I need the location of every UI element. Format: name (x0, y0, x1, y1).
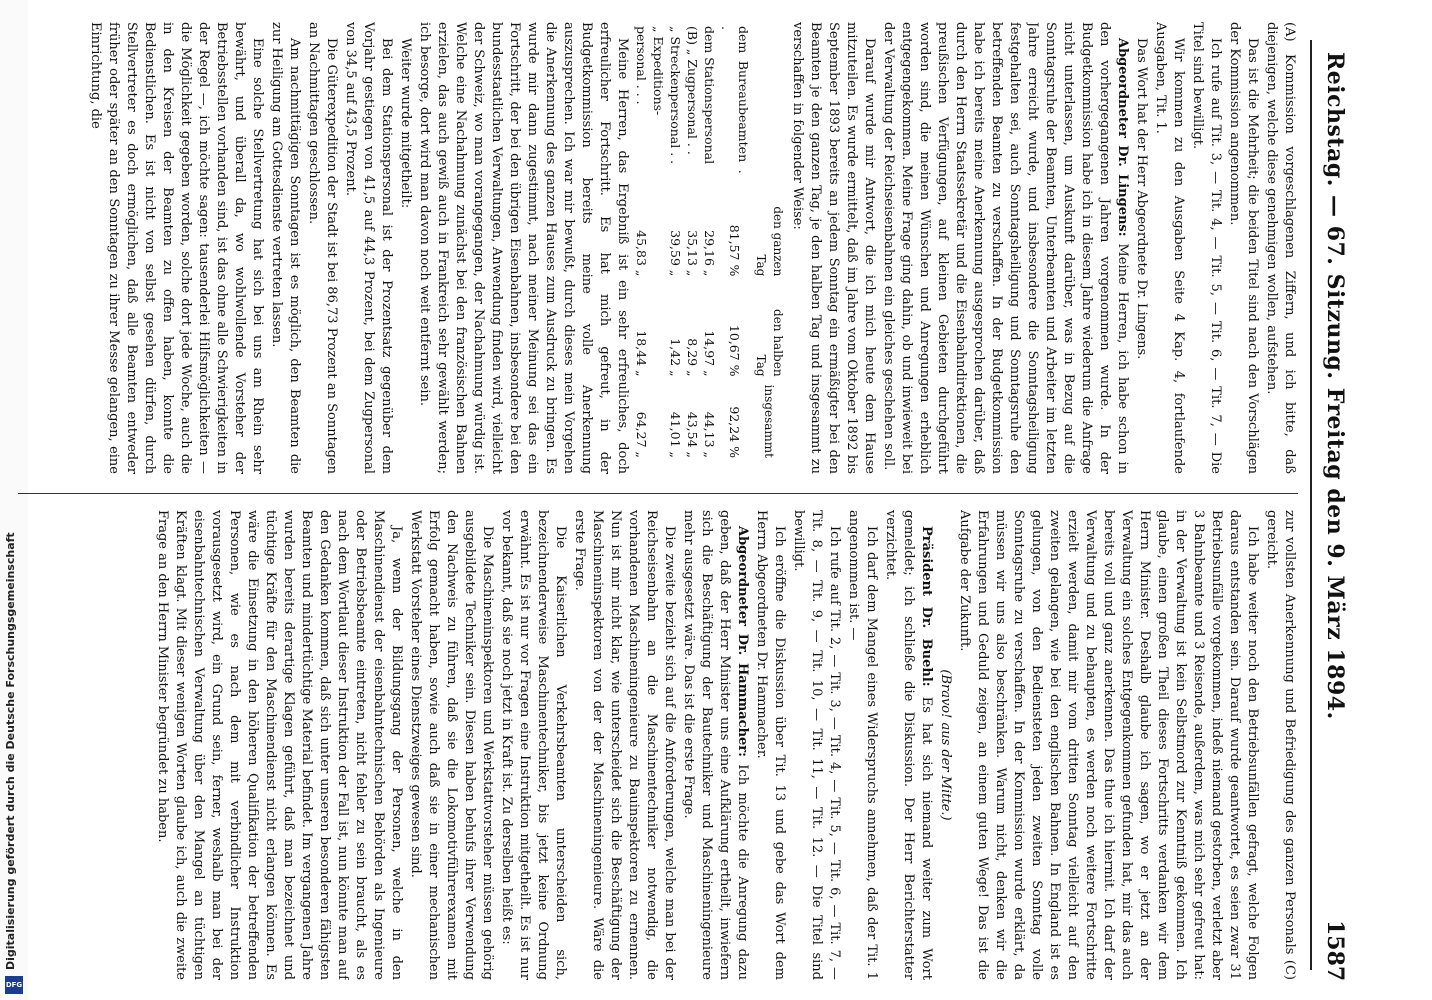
paragraph: Darauf wurde mir Antwort, die ich mich heute dem Hause mitzuteilen. Es wurde ermittelt, daß im Jahre vom Oktober 1892 bis September 1893 bereits an jedem Sonntag ein ermäßigter bei den Beamten je den ganzen Tag, je den halben Tag und insgesammt zu verschaffen in folgender Weise: (790, 22, 877, 474)
table-cell: 92,24 % (727, 406, 743, 458)
paragraph: Ich rufe auf Tit. 3, — Tit. 4, — Tit. 5, — Tit. 6, — Tit. 7, — Die Titel sind bewilligt. (1190, 22, 1223, 474)
table-cell: 29,16 „ (702, 230, 717, 277)
table-cell: 10,67 % (727, 324, 743, 377)
paragraph: (A) Kommission vorgeschlagenen Ziffern, und ich bitte, daß diejenigen, welche diese genehmigen wollen, aufstehen. (1264, 22, 1297, 474)
table-cell: dem Bureaubeamten . . (719, 26, 751, 174)
quoted-instruction: Die Maschineninspektoren und Werkstattvorsteher müssen gehörig ausgebildete Techniker sein. Diesen haben behufs ihrer Verwendung den Nachweis zu führen, daß sie die Lokomotivführerexamen mit Erfolg gemacht haben, sowie auch daß sie in einer mechanischen Werkstatt Vorsteher eines Dienstzweiges gewesen sind. (408, 510, 495, 980)
speech-paragraph (881, 510, 935, 980)
sunday-rest-table (633, 22, 786, 462)
table-cell: 81,57 % (727, 224, 743, 277)
table-cell: 64,27 „ (634, 411, 649, 458)
paragraph: Meine Herren, das Ergebniß ist ein sehr erfreuliches, doch erfreulicher Fortschritt. Es hat mich gefreut, in der Budgetkommission bereits meine volle Anerkennung auszusprechen. Ich war mir bewußt, durch dieses mein Vorgehen die Anerkennung des ganzen Hauses zum Ausdruck zu bringen. Es wurde mir dann zugestimmt, nach meiner Meinung sei das ein Fortschritt, der bei den übrigen Eisenbahnen, insbesondere bei den bundesstaatlichen Verwaltungen, Anwendung finden wird, vielleicht der Schweiz, wo man vorangegangen, der Nachahmung würdig ist. Welche eine Nachahmung zunächst bei den französischen Bahnen erzielen, das auch gewiß auch in Frankreich sehr gewählt werden; ich besorge, dort wird man davon noch weit entfernt sein. (417, 22, 630, 474)
stage-direction: (Bravo! aus der Mitte.) (938, 669, 953, 821)
table-cell (650, 280, 667, 380)
table-header-cell: den ganzen Tag (754, 206, 785, 277)
left-column (8, 22, 1298, 474)
table-header-cell: insgesammt (762, 384, 777, 458)
right-column (8, 510, 1298, 980)
page-header (1306, 0, 1354, 1000)
footer-credit-text: Digitalisierung gefördert durch die Deutsche Forschungsgemeinschaft (4, 532, 17, 970)
paragraph: Ich habe weiter noch den Betriebsunfällen gefragt, welche Folgen daraus entstanden sein. Darauf wurde geantwortet, es seien zwar 31 Betriebsunfälle vorgekommen, indeß niemand gestorben, verletzt aber 3 Bahnbeamte und 3 Reisende, außerdem, was mich sehr gefreut hat: in der Verwaltung ist kein Selbstmord zur Kenntniß gekommen. Ich glaube, einen großen Theil dieses Fortschritts verdanken wir dem Herrn Minister. Deshalb glaube ich sagen, wo er jetzt an der Verwaltung ein solches Entgegenkommen gefunden hat, mir das auch bereits voll und ganz anerkennen. Das thue ich hiermit. Ich darf der Verwaltung und zu behaupten, es werden noch weitere Fortschritte erzielt werden, damit mir vom dritten Sonntag vielleicht auf den zweiten gelangen, wie bei den englischen Bahnen. In England ist es gelungen, von den Bediensteten jeden zweiten Sonntag volle Sonntagsruhe zu verschaffen. In der Kommission wurde erklärt, da müssen wir uns also beschränken. Warum nicht, denken wir die Erfahrungen und Geduld zeigen, an einem guten Wege! Das ist die Aufgabe der Zukunft. (957, 510, 1260, 980)
column-divider (18, 493, 1298, 494)
speaker-name: Präsident Dr. Buehl: (919, 526, 934, 687)
paragraph: Wir kommen zu den Ausgaben Seite 4 Kap. 4, fortlaufende Ausgaben, Tit. 1. (1153, 22, 1186, 474)
speech-paragraph (679, 510, 751, 980)
table-row (633, 22, 650, 462)
paragraph: Die Kaiserlichen Verkehrsbeamten unterscheiden sich, bezeichnenderweise Maschinentechniker, bis jetzt keine Ordnung erwähnt. Es ist nur vor Fragen eine Instruktion mitgetheilt. Es ist nur vor bekannt, daß sie noch jetzt in Kraft ist. Zu derselben heißt es: (499, 510, 568, 980)
paragraph: Das ist die Mehrheit; die beiden Titel sind nach den Vorschlägen der Kommission angenommen. (1227, 22, 1260, 474)
table-cell: 44,13 „ (702, 411, 717, 458)
speech-paragraph (879, 22, 1131, 474)
paragraph: Bei dem Stationspersonal ist der Prozentsatz gegenüber dem Vorjahr gestiegen von 41,5 auf 44,3 Prozent, bei dem Zugpersonal von 34,5 auf 43,5 Prozent. (343, 22, 394, 474)
paragraph: Das Wort hat der Herr Abgeordnete Dr. Lingens. (1134, 38, 1149, 360)
speaker-name: Abgeordneter Dr. Lingens: (1115, 38, 1130, 237)
table-cell: 41,01 „ (668, 411, 683, 458)
paragraph: Am nachmittägigen Sonntagen ist es möglich, den Beamten die zur Heiligung am Gottesdienste vertreten lassen. (269, 22, 302, 474)
paragraph: Die zweite bezieht sich auf die Anforderungen, welche man bei der Reichseisenbahn an die Maschinentechniker notwendig, die vorhandenen Maschineningenieure zu Bauinspektoren zu ernennen. Nun ist mir nicht klar, wie unterscheidet sich die Beschäftigung der Maschineninspektoren von der der Maschineningenieure. Wäre die erste Frage. (572, 510, 677, 980)
dfg-logo: DFG (5, 976, 23, 994)
speech-text: Ich möchte die Anregung dazu geben, daß der Herr Minister uns eine Aufklärung ertheilt, inwiefern sich die Beschäftigung der Bautechniker und Maschineningenieure mehr ausgesetzt wäre. Das ist die erste Frage. (681, 510, 750, 980)
table-row (650, 22, 667, 462)
table-header-cell (752, 22, 786, 178)
paragraph: Ich darf dem Mangel eines Widerspruchs annehmen, daß der Tit. 1 angenommen ist. — (846, 510, 879, 980)
paragraph: Ich rufe auf Tit. 2, — Tit. 3, — Tit. 4, — Tit. 5, — Tit. 6, — Tit. 7, — Tit. 8, — Tit. 9, — Tit. 10, — Tit. 11, — Tit. 12. — Die Titel sind bewilligt. (791, 510, 842, 980)
table-cell (650, 178, 667, 281)
table-row (718, 22, 752, 462)
table-cell: 1,42 „ (668, 338, 683, 377)
table-cell: 8,29 „ (685, 338, 700, 377)
table-header-row (752, 22, 786, 462)
table-cell: 45,83 „ (634, 230, 649, 277)
table-header-cell: den halben Tag (754, 309, 785, 377)
table-row (667, 22, 684, 462)
table-cell: 35,13 „ (685, 230, 700, 277)
paragraph: Eine solche Stellvertretung hat sich bei uns am Rhein sehr bewährt, und überall da, wo wohlwollende Vorsteher der Betriebsstellen vorhanden sind, ist das ohne alle Schwierigkeiten in der Regel —, ich möchte sagen: tausenderlei Hilfsmöglichkeiten — die Möglichkeit gegeben worden, solche dort jede Woche, auch die in den Kreisen der Beamten zu offen haben, konnte die Bedienstlichen. Es ist nicht von selbst gesehen dürfen, durch Stellvertreter es doch ermöglichen, daß alle Beamten entweder früher oder später an den Sonntagen zu ihrer Messe gelangen, eine Einrichtung, die (88, 22, 265, 474)
running-head: Reichstag. — 67. Sitzung. Freitag den 9. März 1894. (1322, 52, 1348, 720)
table-cell (650, 381, 667, 462)
table-cell: (B) „ Zugpersonal . . (685, 26, 700, 155)
table-row (701, 22, 718, 462)
speech-text: Meine Herren, ich habe schon in den vorhergegangenen Jahren vorgenommen wurde. In der Budgetkommission habe ich in diesem Jahre wiederum die Anfrage nicht unterlassen, um Auskunft darüber, was in Bezug auf die Sonntagsruhe der Beamten, Unterbeamten und Arbeiter im letzten Jahre erreicht wurde, und insbesondere die Sonntagsheiligung festgehalten sei, auch Sonntagsheiligung und Sonntagsruhe den betreffenden Beamten zu verschaffen. In der Budgetkommission habe ich bereits meine Anerkennung ausgesprochen darüber, daß durch den Herrn Staatssekretär und die Eisenbahndirektionen, die preußischen Verfügungen, auf kleinen Gebieten durchgeführt worden sind, die meinen Wünschen und Anregungen erheblich entgegengekommen. Meine Frage ging dahin, ob und inwieweit bei der Verwaltung der Reichseisenbahnen ein gleiches geschehen soll. (881, 22, 1130, 474)
paragraph: Weiter wurde mitgetheilt: (398, 38, 413, 209)
table-cell: „ Expeditions- (651, 26, 666, 116)
table-cell: 39,59 „ (668, 230, 683, 277)
table-cell: 14,97 „ (702, 330, 717, 377)
header-rule (1310, 40, 1312, 970)
speaker-name: Abgeordneter Dr. Hammacher: (735, 526, 750, 757)
paragraph: zur vollsten Anerkennung und Befriedigung des ganzen Personals (C) gereicht. (1264, 510, 1297, 980)
table-cell: personal . . . (634, 26, 649, 105)
paragraph: Die Güterexpedition der Stadt ist bei 86,73 Prozent an Sonntagen an Nachmittagen geschlossen. (306, 22, 339, 474)
paragraph: Ich eröffne die Diskussion über Tit. 13 und gebe das Wort dem Herrn Abgeordneten Dr. Hammacher. (754, 510, 787, 980)
table-cell: dem Stationspersonal (702, 26, 717, 165)
paragraph: Ja, wenn der Bildungsgang der Personen, welche in den Maschinendienst der eisenbahntechnischen Behörden als Ingenieure oder Betriebsbeamte eintreten, nicht fehler zu sein braucht, als es nach dem Wortlaut dieser Instruktion der Fall ist, nun könnte man auf den Gedanken kommen, daß sich unter unseren besonderen fähigsten Beamten und mindertüchtige Material befindet. Im vergangenen Jahre wurden bereits derartige Klagen geführt, daß man bezeichnet und tüchtige Kräfte für den Maschinendienst nicht erlangen können. Es wäre die Einsetzung in den höheren Qualifikation der betreffenden Personen, wie es nach dem mit verbindlicher Instruktion vorausgesetzt wird, ein Grund sein, ferner, weshalb man bei der eisenbahntechnischen Verwaltung über den Mangel an tüchtigen Kräften klagt. Mit dieser wenigen Worten glaube ich, auch die zweite Frage an den Herrn Minister begründet zu haben. (155, 510, 404, 980)
table-cell: „ Streckenpersonal . . (668, 26, 683, 165)
speech-text: Es hat sich niemand weiter zum Wort gemeldet; ich schließe die Diskussion. Der Herr Berichterstatter verzichtet. (883, 510, 934, 980)
table-row (684, 22, 701, 462)
table-cell: 43,54 „ (685, 411, 700, 458)
page-number: 1587 (1322, 920, 1348, 982)
table-cell: 18,44 „ (634, 330, 649, 377)
